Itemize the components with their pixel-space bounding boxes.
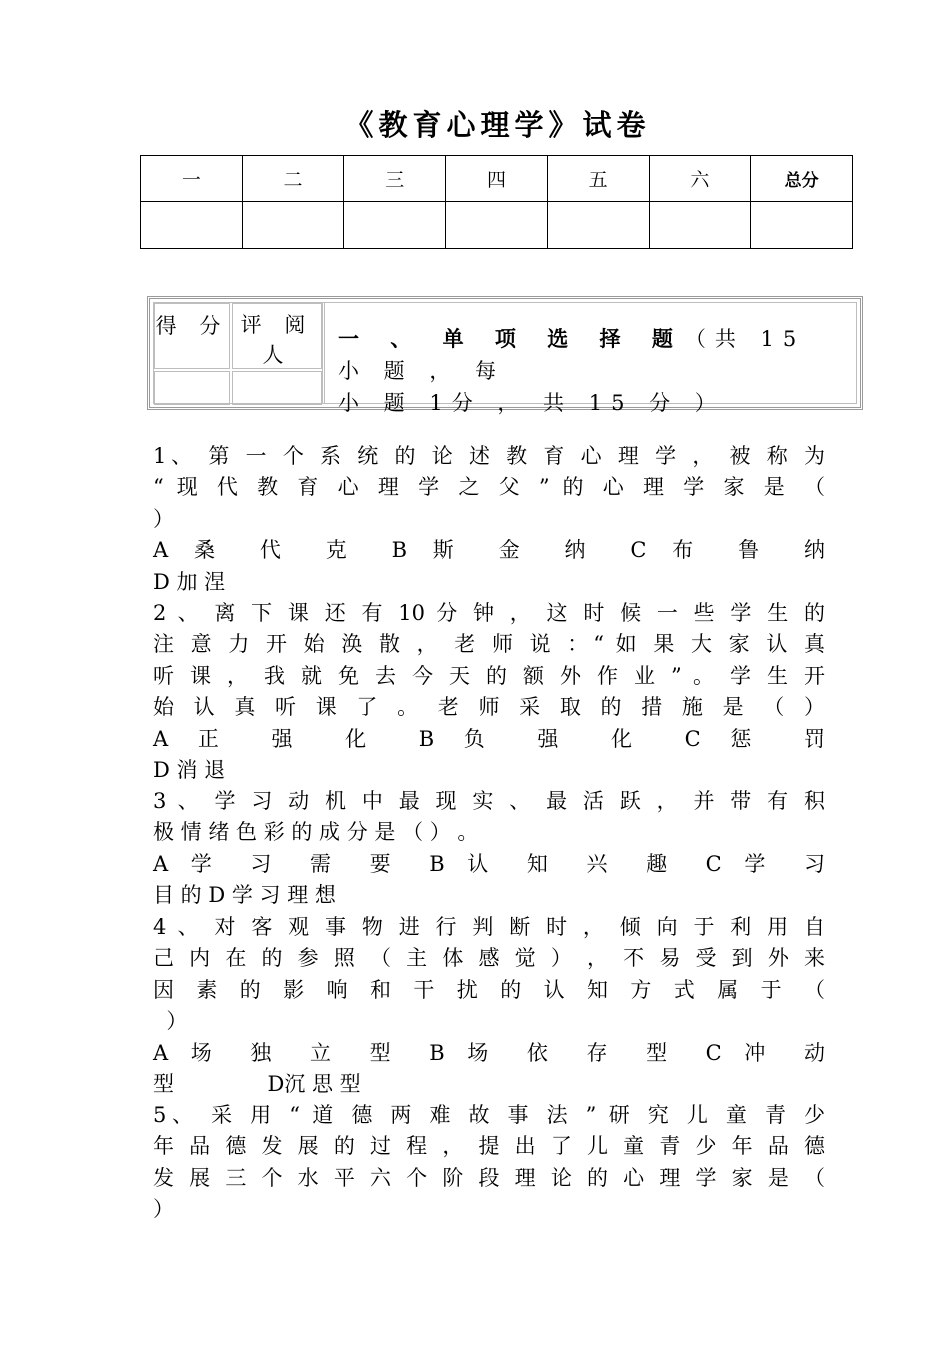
- question-4-options-line-1: A 场 独 立 型 B 场 依 存 型 C 冲 动: [153, 1040, 825, 1065]
- question-3-line-1: 3 、 学 习 动 机 中 最 现 实 、 最 活 跃 ， 并 带 有 积: [153, 789, 825, 813]
- grader-score-cell[interactable]: [154, 371, 230, 405]
- section-heading: [338, 323, 818, 419]
- score-cell-1[interactable]: [141, 202, 243, 249]
- score-table-value-row: [141, 202, 853, 249]
- section-header-inner: [153, 302, 857, 415]
- grader-score-label: 得 分: [154, 303, 230, 369]
- question-4-line-4: ）: [153, 1009, 188, 1034]
- section-heading-bold: 一 、 单 项 选 择 题: [338, 327, 685, 351]
- question-4: [153, 912, 825, 1100]
- question-2-line-3: 听 课 ， 我 就 免 去 今 天 的 额 外 作 业 ” 。 学 生 开: [153, 663, 825, 688]
- question-1-line-1: 1、 第 一 个 系 统 的 论 述 教 育 心 理 学 ， 被 称 为: [153, 444, 825, 468]
- question-2-line-1: 2 、 离 下 课 还 有 10 分 钟 ， 这 时 候 一 些 学 生 的: [153, 601, 825, 625]
- score-header-3: 三: [344, 156, 446, 202]
- question-4-line-2: 己 内 在 的 参 照 （ 主 体 感 觉 ） ， 不 易 受 到 外 来: [153, 946, 825, 971]
- question-2-options-line-2: D 消 退: [153, 758, 226, 783]
- section-divider: [322, 303, 325, 403]
- question-1-line-3: ）: [153, 506, 174, 531]
- question-1-options-line-1: A 桑 代 克 B 斯 金 纳 C 布 鲁 纳: [153, 538, 825, 563]
- score-cell-4[interactable]: [446, 202, 548, 249]
- grader-reviewer-label: 评 阅 人: [232, 303, 322, 369]
- question-5: [153, 1100, 825, 1226]
- question-2-options-line-1: A 正 强 化 B 负 强 化 C 惩 罚: [153, 726, 825, 751]
- question-3-options-line-2: 目 的 D 学 习 理 想: [153, 883, 336, 908]
- question-2-line-2: 注 意 力 开 始 涣 散 ， 老 师 说 ：“ 如 果 大 家 认 真: [153, 632, 825, 657]
- score-cell-total[interactable]: [751, 202, 853, 249]
- score-cell-3[interactable]: [344, 202, 446, 249]
- exam-title: 《教育心理学》试卷: [344, 108, 651, 142]
- question-3-options-line-1: A 学 习 需 要 B 认 知 兴 趣 C 学 习: [153, 851, 825, 876]
- score-table-header-row: [141, 156, 853, 202]
- question-4-options-line-2: 型 D沉 思 型: [153, 1072, 361, 1097]
- score-cell-6[interactable]: [649, 202, 751, 249]
- section-header-box: [147, 296, 863, 415]
- question-1-options-line-2: D 加 涅: [153, 569, 226, 594]
- score-cell-2[interactable]: [242, 202, 344, 249]
- question-3-line-2: 极 情 绪 色 彩 的 成 分 是 （ ） 。: [153, 820, 479, 845]
- question-5-line-1: 5、 采 用 “ 道 德 两 难 故 事 法 ” 研 究 儿 童 青 少: [153, 1103, 825, 1127]
- question-1-line-2: “ 现 代 教 育 心 理 学 之 父 ” 的 心 理 学 家 是 （: [153, 475, 825, 500]
- question-4-line-3: 因 素 的 影 响 和 干 扰 的 认 知 方 式 属 于 （: [153, 977, 825, 1002]
- grader-reviewer-cell[interactable]: [232, 371, 322, 405]
- question-2-line-4: 始 认 真 听 课 了 。 老 师 采 取 的 措 施 是 （ ）: [153, 695, 825, 720]
- score-header-total: 总分: [751, 156, 853, 202]
- score-header-5: 五: [547, 156, 649, 202]
- score-header-1: 一: [141, 156, 243, 202]
- section-heading-line2: 小 题 1分 ， 共 15 分 ）: [338, 391, 725, 415]
- score-header-6: 六: [649, 156, 751, 202]
- score-table: [140, 155, 853, 249]
- score-header-4: 四: [446, 156, 548, 202]
- score-header-2: 二: [242, 156, 344, 202]
- section-heading-rest: （共 15 小 题 ， 每: [338, 327, 806, 383]
- question-3: [153, 786, 825, 912]
- question-4-line-1: 4 、 对 客 观 事 物 进 行 判 断 时 ， 倾 向 于 利 用 自: [153, 915, 825, 939]
- question-2: [153, 598, 825, 786]
- grader-table: [154, 303, 322, 403]
- question-5-line-3: 发 展 三 个 水 平 六 个 阶 段 理 论 的 心 理 学 家 是 （: [153, 1165, 825, 1190]
- question-1: [153, 441, 825, 598]
- question-5-line-2: 年 品 德 发 展 的 过 程 ， 提 出 了 儿 童 青 少 年 品 德: [153, 1134, 825, 1159]
- score-cell-5[interactable]: [547, 202, 649, 249]
- question-5-line-4: ）: [153, 1197, 174, 1222]
